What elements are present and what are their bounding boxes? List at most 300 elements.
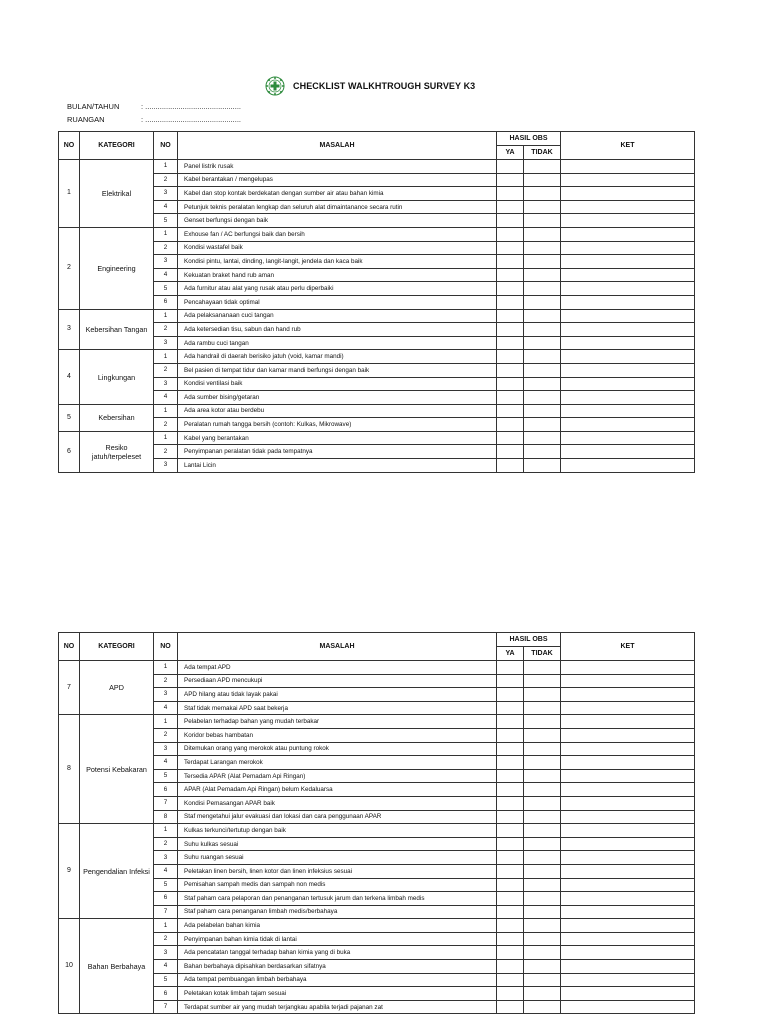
ket-cell[interactable] <box>561 796 695 810</box>
table-row <box>59 459 695 473</box>
item-number: 5 <box>154 878 178 892</box>
ket-cell[interactable] <box>561 783 695 797</box>
ket-cell[interactable] <box>561 214 695 228</box>
item-number: 4 <box>154 756 178 770</box>
table-row <box>59 323 695 337</box>
ket-cell[interactable] <box>561 851 695 865</box>
table-row <box>59 824 695 838</box>
tidak-cell[interactable] <box>524 295 561 309</box>
tidak-cell[interactable] <box>524 1000 561 1014</box>
ya-cell[interactable] <box>497 377 524 391</box>
ket-cell[interactable] <box>561 431 695 445</box>
ya-cell[interactable] <box>497 214 524 228</box>
meta-room <box>67 115 241 124</box>
meta-value: : .............................................. <box>141 115 242 124</box>
ya-cell[interactable] <box>497 200 524 214</box>
item-number: 3 <box>154 459 178 473</box>
checklist-table-2 <box>58 632 695 1014</box>
ya-cell[interactable] <box>497 187 524 201</box>
item-number: 3 <box>154 742 178 756</box>
tidak-cell[interactable] <box>524 661 561 675</box>
table-row <box>59 742 695 756</box>
tidak-cell[interactable] <box>524 715 561 729</box>
table-row <box>59 336 695 350</box>
tidak-cell[interactable] <box>524 200 561 214</box>
ya-cell[interactable] <box>497 905 524 919</box>
ya-cell[interactable] <box>497 987 524 1001</box>
tidak-cell[interactable] <box>524 431 561 445</box>
ket-cell[interactable] <box>561 756 695 770</box>
ya-cell[interactable] <box>497 715 524 729</box>
checklist-table-1 <box>58 131 695 473</box>
item-number: 6 <box>154 783 178 797</box>
ya-cell[interactable] <box>497 295 524 309</box>
tidak-cell[interactable] <box>524 919 561 933</box>
ket-cell[interactable] <box>561 701 695 715</box>
tidak-cell[interactable] <box>524 227 561 241</box>
ket-cell[interactable] <box>561 363 695 377</box>
ket-cell[interactable] <box>561 295 695 309</box>
table-row <box>59 769 695 783</box>
ya-cell[interactable] <box>497 445 524 459</box>
item-masalah: Peralatan rumah tangga bersih (contoh: Kulkas, Mikrowave) <box>178 418 497 432</box>
item-masalah: Suhu ruangan sesuai <box>178 851 497 865</box>
ya-cell[interactable] <box>497 323 524 337</box>
item-number: 2 <box>154 674 178 688</box>
tidak-cell[interactable] <box>524 878 561 892</box>
meta-label: BULAN/TAHUN <box>67 102 120 111</box>
header-masalah: MASALAH <box>178 633 497 661</box>
table-row <box>59 783 695 797</box>
ya-cell[interactable] <box>497 391 524 405</box>
item-masalah: Ditemukan orang yang merokok atau puntung rokok <box>178 742 497 756</box>
item-masalah: Ada rambu cuci tangan <box>178 336 497 350</box>
ket-cell[interactable] <box>561 864 695 878</box>
ya-cell[interactable] <box>497 404 524 418</box>
ya-cell[interactable] <box>497 756 524 770</box>
item-masalah: Kondisi pintu, lantai, dinding, langit-langit, jendela dan kaca baik <box>178 255 497 269</box>
tidak-cell[interactable] <box>524 742 561 756</box>
ya-cell[interactable] <box>497 688 524 702</box>
table-row <box>59 241 695 255</box>
tidak-cell[interactable] <box>524 268 561 282</box>
table-row <box>59 200 695 214</box>
ket-cell[interactable] <box>561 728 695 742</box>
table-row <box>59 946 695 960</box>
tidak-cell[interactable] <box>524 445 561 459</box>
item-masalah: Koridor bebas hambatan <box>178 728 497 742</box>
item-masalah: Bel pasien di tempat tidur dan kamar mandi berfungsi dengan baik <box>178 363 497 377</box>
ket-cell[interactable] <box>561 1000 695 1014</box>
ket-cell[interactable] <box>561 200 695 214</box>
item-masalah: Penyimpanan bahan kimia tidak di lantai <box>178 932 497 946</box>
ya-cell[interactable] <box>497 418 524 432</box>
category-number: 7 <box>59 661 80 715</box>
tidak-cell[interactable] <box>524 769 561 783</box>
category-name: Lingkungan <box>80 350 154 404</box>
tidak-cell[interactable] <box>524 418 561 432</box>
tidak-cell[interactable] <box>524 756 561 770</box>
table-row <box>59 431 695 445</box>
item-number: 4 <box>154 391 178 405</box>
item-number: 3 <box>154 688 178 702</box>
ya-cell[interactable] <box>497 431 524 445</box>
ket-cell[interactable] <box>561 404 695 418</box>
category-number: 3 <box>59 309 80 350</box>
item-masalah: Penyimpanan peralatan tidak pada tempatnya <box>178 445 497 459</box>
table-row <box>59 919 695 933</box>
tidak-cell[interactable] <box>524 973 561 987</box>
ket-cell[interactable] <box>561 810 695 824</box>
ya-cell[interactable] <box>497 892 524 906</box>
ket-cell[interactable] <box>561 282 695 296</box>
item-number: 7 <box>154 1000 178 1014</box>
ya-cell[interactable] <box>497 255 524 269</box>
ya-cell[interactable] <box>497 810 524 824</box>
table-row <box>59 728 695 742</box>
header-ya: YA <box>497 647 524 661</box>
item-number: 8 <box>154 810 178 824</box>
tidak-cell[interactable] <box>524 459 561 473</box>
item-number: 1 <box>154 919 178 933</box>
ket-cell[interactable] <box>561 960 695 974</box>
item-masalah: Kondisi Pemasangan APAR baik <box>178 796 497 810</box>
header-masalah: MASALAH <box>178 132 497 160</box>
ket-cell[interactable] <box>561 268 695 282</box>
category-name: APD <box>80 661 154 715</box>
ya-cell[interactable] <box>497 350 524 364</box>
header-sub-no: NO <box>154 633 178 661</box>
tidak-cell[interactable] <box>524 173 561 187</box>
ket-cell[interactable] <box>561 973 695 987</box>
item-masalah: Peletakan linen bersih, linen kotor dan linen infeksius sesuai <box>178 864 497 878</box>
tidak-cell[interactable] <box>524 905 561 919</box>
ket-cell[interactable] <box>561 377 695 391</box>
ya-cell[interactable] <box>497 160 524 174</box>
table-row <box>59 674 695 688</box>
table-row <box>59 418 695 432</box>
category-number: 6 <box>59 431 80 472</box>
item-number: 4 <box>154 960 178 974</box>
ya-cell[interactable] <box>497 851 524 865</box>
header-row <box>59 633 695 647</box>
tidak-cell[interactable] <box>524 350 561 364</box>
tidak-cell[interactable] <box>524 987 561 1001</box>
ket-cell[interactable] <box>561 892 695 906</box>
tidak-cell[interactable] <box>524 824 561 838</box>
table-row <box>59 160 695 174</box>
ya-cell[interactable] <box>497 363 524 377</box>
item-number: 2 <box>154 241 178 255</box>
k3-logo-icon <box>265 76 285 96</box>
tidak-cell[interactable] <box>524 851 561 865</box>
item-number: 2 <box>154 173 178 187</box>
category-number: 10 <box>59 919 80 1014</box>
table-row <box>59 404 695 418</box>
item-masalah: Ada pelabelan bahan kimia <box>178 919 497 933</box>
ya-cell[interactable] <box>497 796 524 810</box>
ket-cell[interactable] <box>561 661 695 675</box>
ket-cell[interactable] <box>561 919 695 933</box>
header-sub-no: NO <box>154 132 178 160</box>
table-header <box>59 633 695 661</box>
table-row <box>59 715 695 729</box>
item-masalah: Ada tempat APD <box>178 661 497 675</box>
table-row <box>59 837 695 851</box>
header-ket: KET <box>561 132 695 160</box>
item-masalah: Staf tidak memakai APD saat bekerja <box>178 701 497 715</box>
tidak-cell[interactable] <box>524 282 561 296</box>
item-masalah: Ada pencatatan tanggal terhadap bahan kimia yang di buka <box>178 946 497 960</box>
ket-cell[interactable] <box>561 241 695 255</box>
ya-cell[interactable] <box>497 932 524 946</box>
tidak-cell[interactable] <box>524 377 561 391</box>
table-row <box>59 878 695 892</box>
item-masalah: Exhouse fan / AC berfungsi baik dan bersih <box>178 227 497 241</box>
ya-cell[interactable] <box>497 946 524 960</box>
item-number: 2 <box>154 932 178 946</box>
category-name: Elektrikal <box>80 160 154 228</box>
ya-cell[interactable] <box>497 878 524 892</box>
ket-cell[interactable] <box>561 336 695 350</box>
ya-cell[interactable] <box>497 769 524 783</box>
tidak-cell[interactable] <box>524 688 561 702</box>
ket-cell[interactable] <box>561 255 695 269</box>
category-name: Potensi Kebakaran <box>80 715 154 824</box>
table-body <box>59 661 695 1014</box>
tidak-cell[interactable] <box>524 674 561 688</box>
header-row <box>59 132 695 146</box>
tidak-cell[interactable] <box>524 241 561 255</box>
tidak-cell[interactable] <box>524 323 561 337</box>
ya-cell[interactable] <box>497 268 524 282</box>
tidak-cell[interactable] <box>524 810 561 824</box>
item-number: 1 <box>154 661 178 675</box>
item-number: 1 <box>154 160 178 174</box>
item-masalah: Kekuatan braket hand rub aman <box>178 268 497 282</box>
ya-cell[interactable] <box>497 824 524 838</box>
ket-cell[interactable] <box>561 715 695 729</box>
item-masalah: Suhu kulkas sesuai <box>178 837 497 851</box>
item-masalah: Genset berfungsi dengan baik <box>178 214 497 228</box>
header-no: NO <box>59 132 80 160</box>
table-row <box>59 701 695 715</box>
meta-label: RUANGAN <box>67 115 105 124</box>
ya-cell[interactable] <box>497 241 524 255</box>
item-masalah: Staf paham cara penanganan limbah medis/berbahaya <box>178 905 497 919</box>
item-number: 4 <box>154 701 178 715</box>
item-number: 4 <box>154 200 178 214</box>
item-number: 6 <box>154 987 178 1001</box>
ket-cell[interactable] <box>561 173 695 187</box>
ya-cell[interactable] <box>497 837 524 851</box>
ya-cell[interactable] <box>497 661 524 675</box>
item-number: 5 <box>154 214 178 228</box>
item-masalah: Ada tempat pembuangan limbah berbahaya <box>178 973 497 987</box>
item-number: 3 <box>154 336 178 350</box>
category-number: 2 <box>59 227 80 309</box>
ket-cell[interactable] <box>561 459 695 473</box>
tidak-cell[interactable] <box>524 960 561 974</box>
category-name: Kebersihan Tangan <box>80 309 154 350</box>
ket-cell[interactable] <box>561 160 695 174</box>
tidak-cell[interactable] <box>524 309 561 323</box>
tidak-cell[interactable] <box>524 187 561 201</box>
tidak-cell[interactable] <box>524 728 561 742</box>
header-tidak: TIDAK <box>524 647 561 661</box>
ket-cell[interactable] <box>561 323 695 337</box>
item-number: 3 <box>154 255 178 269</box>
item-masalah: Kulkas terkunci/tertutup dengan baik <box>178 824 497 838</box>
table-row <box>59 661 695 675</box>
item-masalah: Staf mengetahui jalur evakuasi dan lokasi dan cara penggunaan APAR <box>178 810 497 824</box>
item-number: 7 <box>154 905 178 919</box>
item-number: 2 <box>154 445 178 459</box>
header-no: NO <box>59 633 80 661</box>
ket-cell[interactable] <box>561 227 695 241</box>
item-number: 2 <box>154 363 178 377</box>
tidak-cell[interactable] <box>524 336 561 350</box>
ket-cell[interactable] <box>561 837 695 851</box>
item-masalah: Pelabelan terhadap bahan yang mudah terbakar <box>178 715 497 729</box>
item-masalah: Ada pelaksananaan cuci tangan <box>178 309 497 323</box>
tidak-cell[interactable] <box>524 391 561 405</box>
ya-cell[interactable] <box>497 227 524 241</box>
item-number: 5 <box>154 973 178 987</box>
ket-cell[interactable] <box>561 878 695 892</box>
ket-cell[interactable] <box>561 946 695 960</box>
item-masalah: Petunjuk teknis peralatan lengkap dan seluruh alat dimaintanance secara rutin <box>178 200 497 214</box>
ya-cell[interactable] <box>497 783 524 797</box>
ya-cell[interactable] <box>497 742 524 756</box>
item-number: 2 <box>154 323 178 337</box>
ket-cell[interactable] <box>561 688 695 702</box>
table-row <box>59 350 695 364</box>
ket-cell[interactable] <box>561 674 695 688</box>
ket-cell[interactable] <box>561 187 695 201</box>
ya-cell[interactable] <box>497 701 524 715</box>
tidak-cell[interactable] <box>524 932 561 946</box>
category-number: 8 <box>59 715 80 824</box>
item-number: 5 <box>154 282 178 296</box>
item-masalah: Terdapat Larangan merokok <box>178 756 497 770</box>
ya-cell[interactable] <box>497 1000 524 1014</box>
ket-cell[interactable] <box>561 350 695 364</box>
table-row <box>59 214 695 228</box>
ya-cell[interactable] <box>497 973 524 987</box>
item-masalah: Staf paham cara pelaporan dan penanganan tertusuk jarum dan terkena limbah medis <box>178 892 497 906</box>
item-number: 3 <box>154 946 178 960</box>
item-number: 5 <box>154 769 178 783</box>
ket-cell[interactable] <box>561 824 695 838</box>
ket-cell[interactable] <box>561 309 695 323</box>
ya-cell[interactable] <box>497 960 524 974</box>
item-masalah: Ada furnitur atau alat yang rusak atau perlu diperbaiki <box>178 282 497 296</box>
item-masalah: Lantai Licin <box>178 459 497 473</box>
item-number: 2 <box>154 728 178 742</box>
ket-cell[interactable] <box>561 742 695 756</box>
item-number: 2 <box>154 418 178 432</box>
ket-cell[interactable] <box>561 932 695 946</box>
table-row <box>59 363 695 377</box>
item-masalah: Pemisahan sampah medis dan sampah non medis <box>178 878 497 892</box>
table-row <box>59 173 695 187</box>
table-body <box>59 160 695 473</box>
item-masalah: Ada ketersedian tisu, sabun dan hand rub <box>178 323 497 337</box>
table-row <box>59 391 695 405</box>
ket-cell[interactable] <box>561 445 695 459</box>
table-row <box>59 851 695 865</box>
tidak-cell[interactable] <box>524 892 561 906</box>
tidak-cell[interactable] <box>524 864 561 878</box>
item-number: 3 <box>154 187 178 201</box>
ket-cell[interactable] <box>561 418 695 432</box>
ya-cell[interactable] <box>497 674 524 688</box>
item-masalah: Ada handrail di daerah berisiko jatuh (void, kamar mandi) <box>178 350 497 364</box>
item-masalah: Peletakan kotak limbah tajam sesuai <box>178 987 497 1001</box>
category-name: Kebersihan <box>80 404 154 431</box>
ket-cell[interactable] <box>561 905 695 919</box>
item-masalah: Bahan berbahaya dipisahkan berdasarkan sifatnya <box>178 960 497 974</box>
tidak-cell[interactable] <box>524 214 561 228</box>
tidak-cell[interactable] <box>524 946 561 960</box>
table-row <box>59 688 695 702</box>
item-masalah: Kabel yang berantakan <box>178 431 497 445</box>
ya-cell[interactable] <box>497 309 524 323</box>
item-number: 2 <box>154 837 178 851</box>
item-masalah: Pencahayaan tidak optimal <box>178 295 497 309</box>
table-row <box>59 295 695 309</box>
tidak-cell[interactable] <box>524 363 561 377</box>
ya-cell[interactable] <box>497 173 524 187</box>
tidak-cell[interactable] <box>524 796 561 810</box>
ket-cell[interactable] <box>561 769 695 783</box>
item-masalah: Tersedia APAR (Alat Pemadam Api Ringan) <box>178 769 497 783</box>
table-row <box>59 1000 695 1014</box>
ya-cell[interactable] <box>497 459 524 473</box>
table-row <box>59 255 695 269</box>
tidak-cell[interactable] <box>524 783 561 797</box>
tidak-cell[interactable] <box>524 255 561 269</box>
tidak-cell[interactable] <box>524 404 561 418</box>
tidak-cell[interactable] <box>524 837 561 851</box>
ya-cell[interactable] <box>497 282 524 296</box>
ya-cell[interactable] <box>497 336 524 350</box>
item-number: 1 <box>154 431 178 445</box>
table-row <box>59 960 695 974</box>
table-row <box>59 810 695 824</box>
item-masalah: Ada sumber bising/getaran <box>178 391 497 405</box>
item-number: 4 <box>154 864 178 878</box>
item-masalah: APD hilang atau tidak layak pakai <box>178 688 497 702</box>
header-kategori: KATEGORI <box>80 633 154 661</box>
ya-cell[interactable] <box>497 728 524 742</box>
ket-cell[interactable] <box>561 391 695 405</box>
header-tidak: TIDAK <box>524 146 561 160</box>
document-title: CHECKLIST WALKHTROUGH SURVEY K3 <box>293 81 476 91</box>
table-row <box>59 973 695 987</box>
tidak-cell[interactable] <box>524 160 561 174</box>
ya-cell[interactable] <box>497 864 524 878</box>
ket-cell[interactable] <box>561 987 695 1001</box>
item-number: 1 <box>154 715 178 729</box>
table-row <box>59 377 695 391</box>
item-number: 3 <box>154 377 178 391</box>
tidak-cell[interactable] <box>524 701 561 715</box>
ya-cell[interactable] <box>497 919 524 933</box>
item-number: 6 <box>154 295 178 309</box>
item-number: 1 <box>154 350 178 364</box>
